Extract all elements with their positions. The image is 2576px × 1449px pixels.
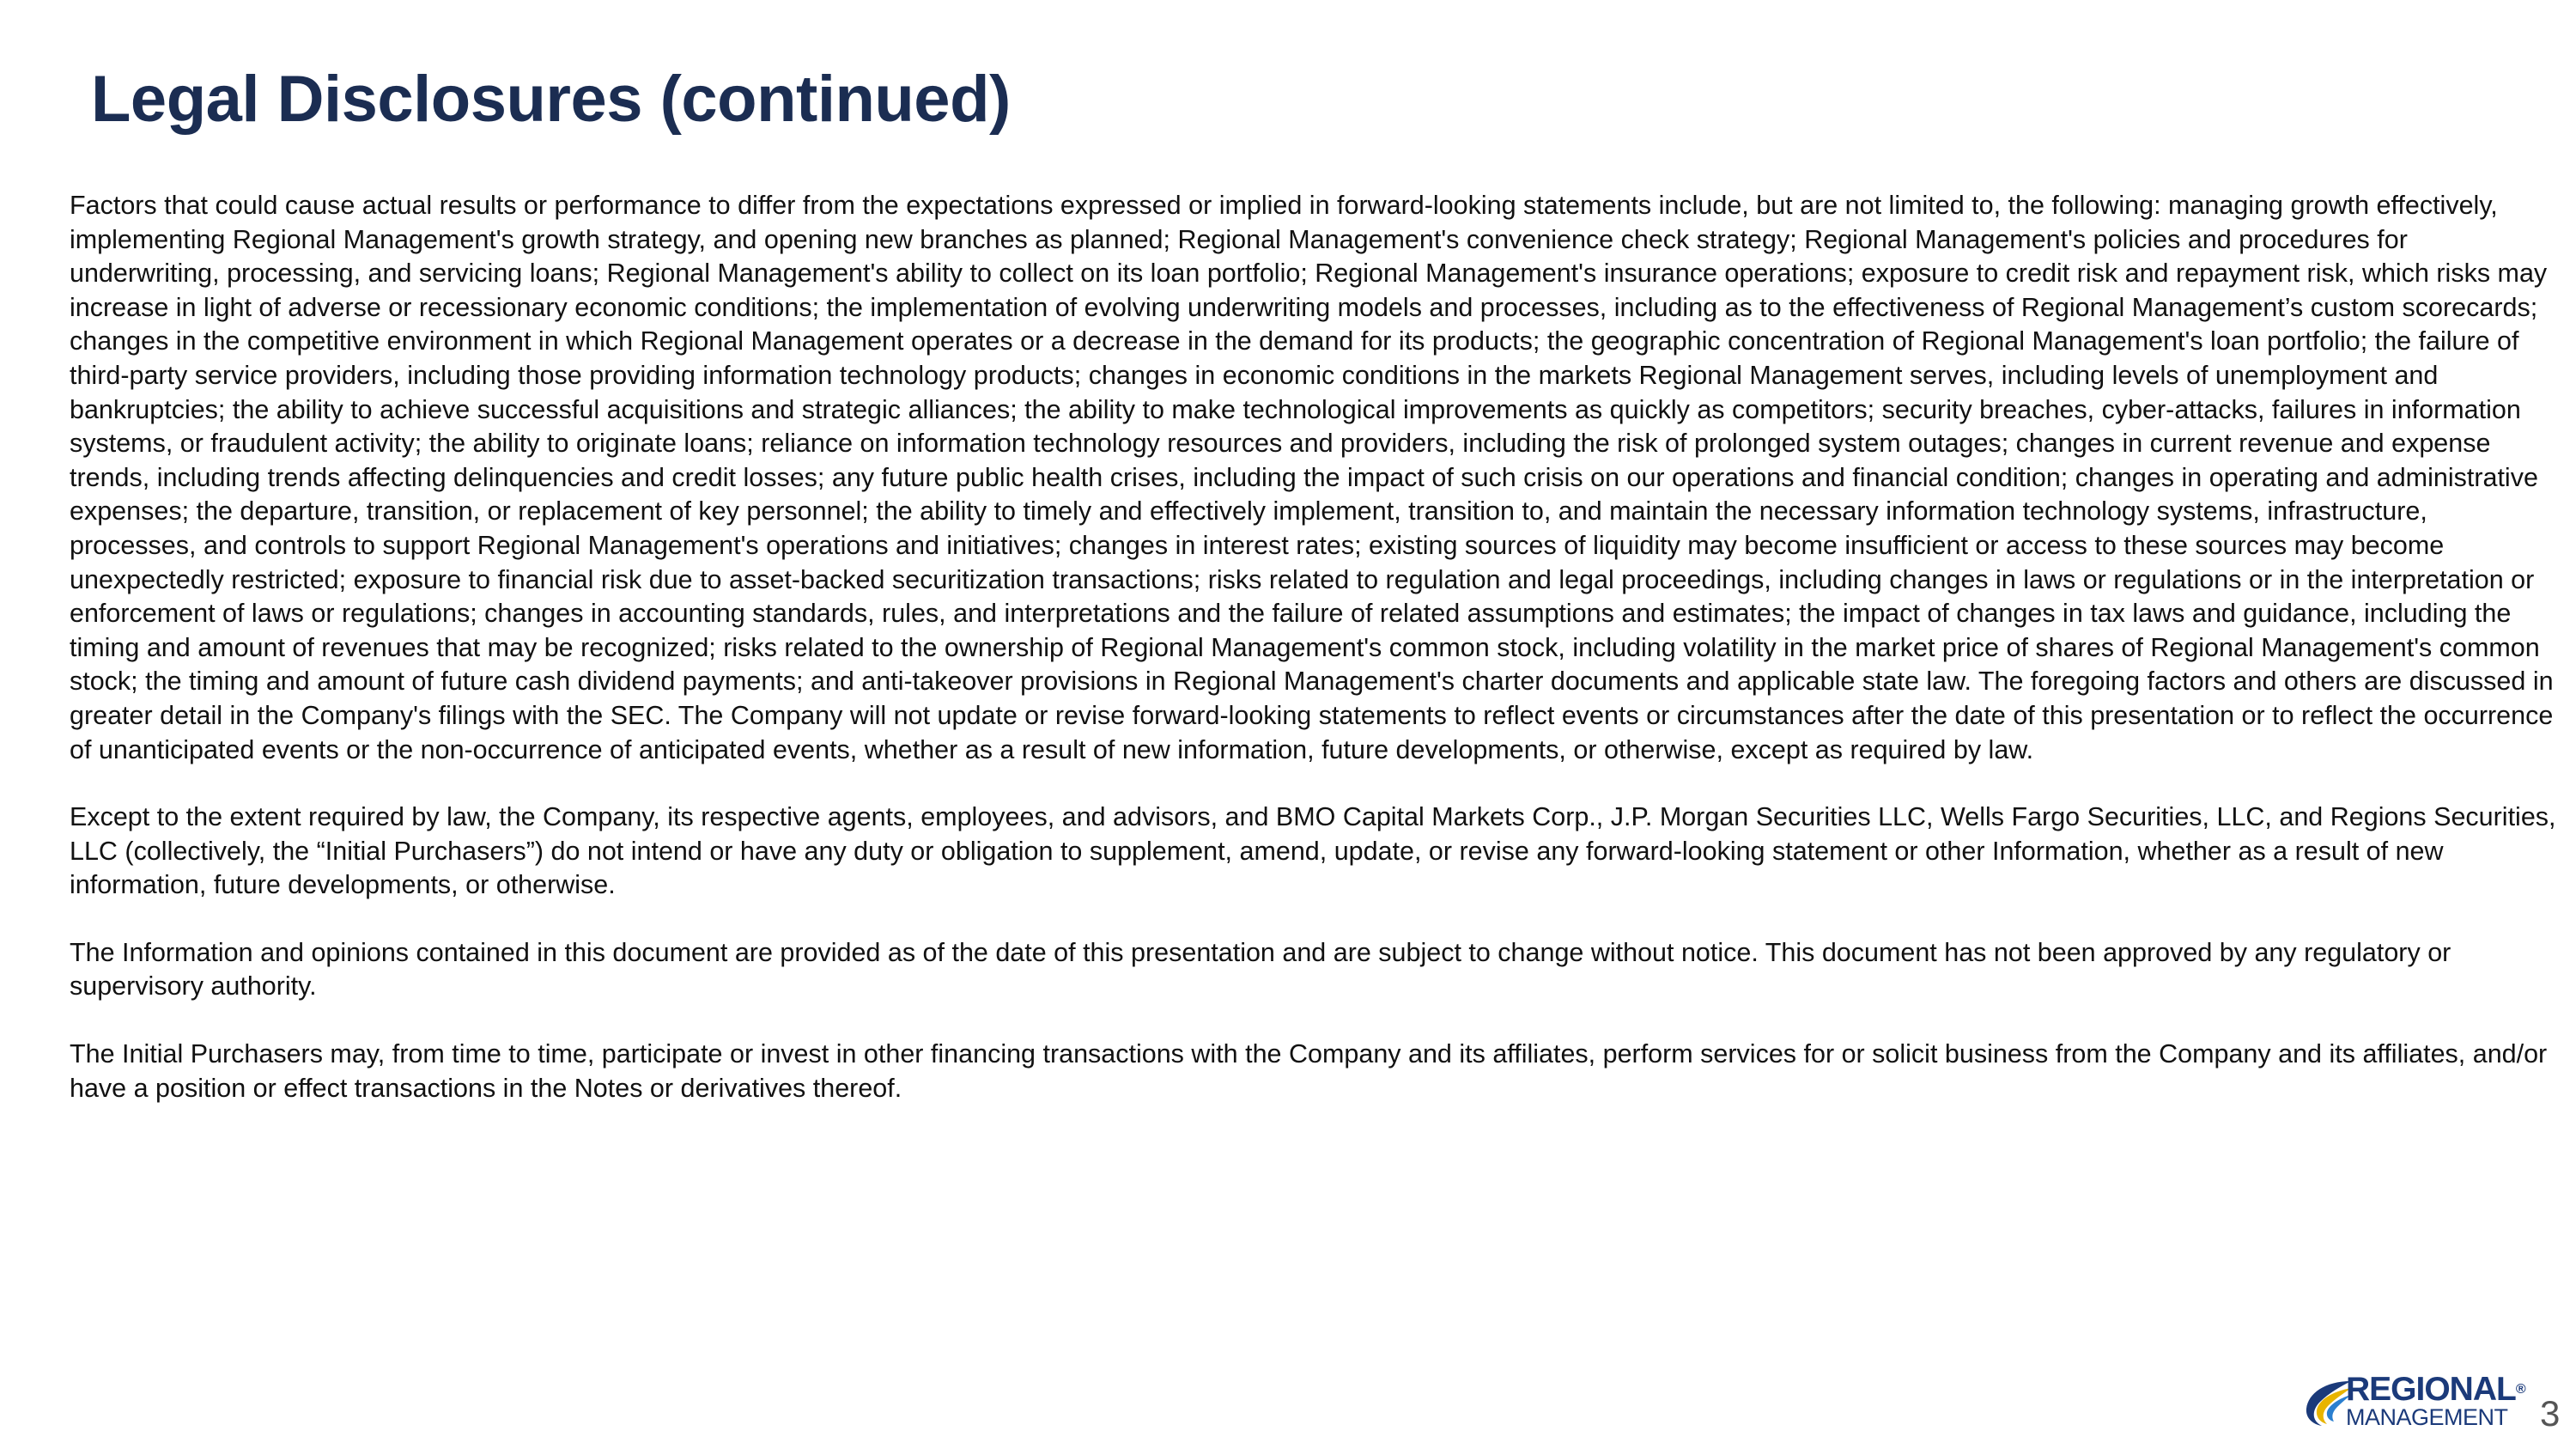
logo-wordmark-regional: REGIONAL® (2346, 1371, 2525, 1408)
logo-swoosh-icon (2301, 1373, 2353, 1434)
page-number: 3 (2540, 1393, 2561, 1434)
disclosure-body (70, 189, 2560, 1139)
disclosure-paragraph-no-duty: Except to the extent required by law, the Company, its respective agents, employees, and advisors, and BMO Capital Markets Corp., J.P. Morgan Securities LLC, Wells Fargo Securities, LLC, and Regions Securities, LLC (collectively, the “Initial Purchasers”) do not intend or have any duty or obligation to supplement, amend, update, or revise any forward-looking statement or other Information, whether as a result of new information, future developments, or otherwise. (70, 802, 2556, 900)
disclosure-paragraph-information: The Information and opinions contained in this document are provided as of the date of this presentation and are subject to change without notice. This document has not been approved by any regulatory or supervisory authority. (70, 937, 2451, 1002)
disclosure-paragraph-initial-purchasers: The Initial Purchasers may, from time to time, participate or invest in other financing transactions with the Company and its affiliates, perform services for or solicit business from the Company and its affiliates, and/or have a position or effect transactions in the Notes or derivatives thereof. (70, 1039, 2548, 1103)
logo-wordmark-management: MANAGEMENT (2346, 1404, 2508, 1430)
disclosure-paragraph-factors: Factors that could cause actual results or performance to differ from the expectations expressed or implied in forward-looking statements include, but are not limited to, the following: managing growth effectively, implementing Regional Management's growth strategy, and opening new branches as planned; Regional Management's convenience check strategy; Regional Management's policies and procedures for underwriting, processing, and servicing loans; Regional Management's ability to collect on its loan portfolio; Regional Management's insurance operations; exposure to credit risk and repayment risk, which risks may increase in light of adverse or recessionary economic conditions; the implementation of evolving underwriting models and processes, including as to the effectiveness of Regional Management’s custom scorecards; changes in the competitive environment in which Regional Management operates or a decrease in the demand for its products; the geographic concentration of Regional Management's loan portfolio; the failure of third-party service providers, including those providing information technology products; changes in economic conditions in the markets Regional Management serves, including levels of unemployment and bankruptcies; the ability to achieve successful acquisitions and strategic alliances; the ability to make technological improvements as quickly as competitors; security breaches, cyber-attacks, failures in information systems, or fraudulent activity; the ability to originate loans; reliance on information technology resources and providers, including the risk of prolonged system outages; changes in current revenue and expense trends, including trends affecting delinquencies and credit losses; any future public health crises, including the impact of such crisis on our operations and financial condition; changes in operating and administrative expenses; the departure, transition, or replacement of key personnel; the ability to timely and effectively implement, transition to, and maintain the necessary information technology systems, infrastructure, processes, and controls to support Regional Management's operations and initiatives; changes in interest rates; existing sources of liquidity may become insufficient or access to these sources may become unexpectedly restricted; exposure to financial risk due to asset-backed securitization transactions; risks related to regulation and legal proceedings, including changes in laws or regulations or in the interpretation or enforcement of laws or regulations; changes in accounting standards, rules, and interpretations and the failure of related assumptions and estimates; the impact of changes in tax laws and guidance, including the timing and amount of revenues that may be recognized; risks related to the ownership of Regional Management's common stock, including volatility in the market price of shares of Regional Management's common stock; the timing and amount of future cash dividend payments; and anti-takeover provisions in Regional Management's charter documents and applicable state law. The foregoing factors and others are discussed in greater detail in the Company's filings with the SEC. The Company will not update or revise forward-looking statements to reflect events or circumstances after the date of this presentation or to reflect the occurrence of unanticipated events or the non-occurrence of anticipated events, whether as a result of new information, future developments, or otherwise, except as required by law. (70, 191, 2554, 764)
regional-management-logo (2301, 1373, 2524, 1434)
page-title: Legal Disclosures (continued) (91, 63, 1011, 136)
